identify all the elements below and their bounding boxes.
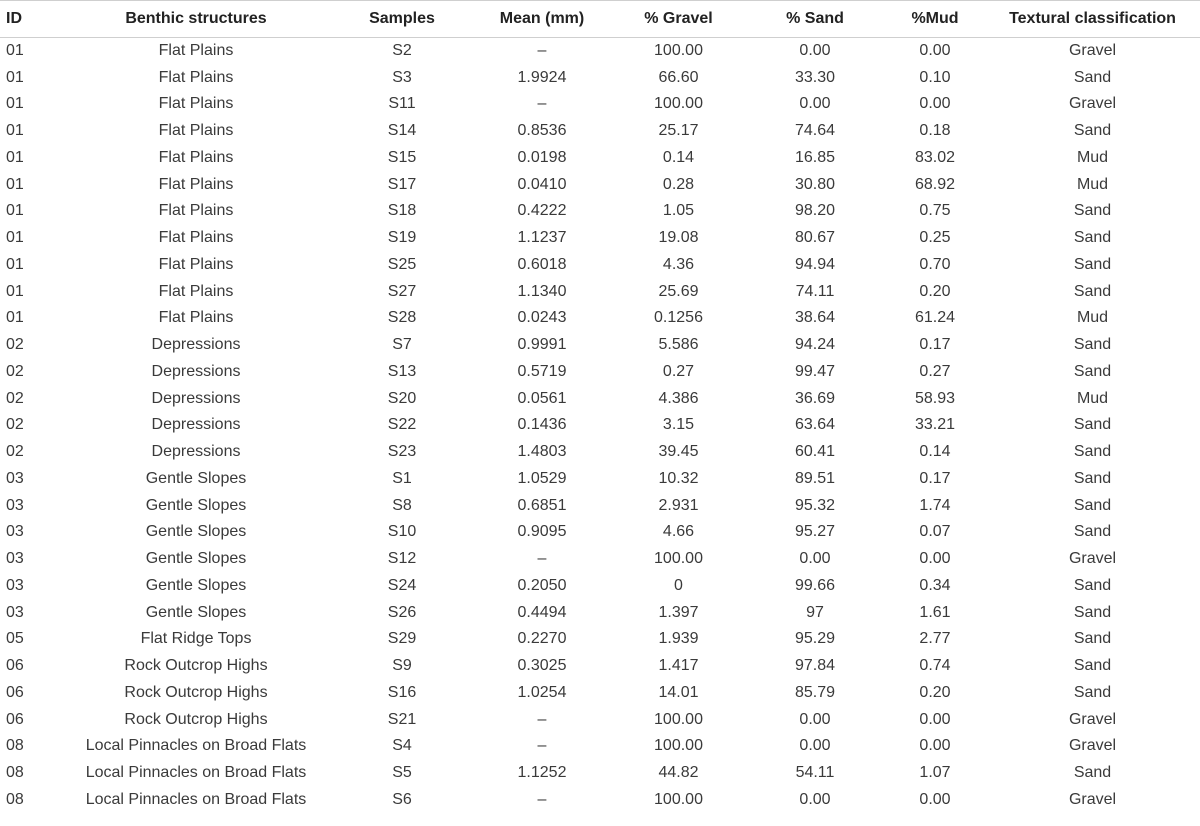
- cell-benthic-structure: Depressions: [151, 443, 241, 461]
- header-id: ID: [0, 1, 60, 38]
- table-row: [0, 252, 1200, 279]
- table-row: [0, 64, 1200, 91]
- cell-textural-classification: Sand: [1073, 443, 1112, 461]
- cell-sand: 74.11: [795, 282, 835, 300]
- cell-id: 06: [6, 657, 24, 675]
- cell-mud: 58.93: [914, 389, 956, 407]
- cell-sample: S3: [392, 68, 412, 86]
- cell-mean: 0.0198: [517, 148, 567, 166]
- cell-mean: 0.0561: [517, 389, 567, 407]
- cell-mean: –: [537, 790, 547, 808]
- cell-sample: S25: [387, 255, 417, 273]
- cell-sample: S16: [387, 683, 417, 701]
- table-header: [0, 1, 1200, 38]
- header-mud: %Mud: [885, 1, 985, 38]
- cell-id: 01: [6, 309, 24, 327]
- cell-sample: S5: [392, 764, 412, 782]
- cell-sample: S7: [392, 336, 412, 354]
- cell-mean: 0.5719: [517, 362, 567, 380]
- cell-sample: S17: [387, 175, 417, 193]
- cell-mean: 0.8536: [517, 122, 567, 140]
- cell-textural-classification: Sand: [1073, 576, 1112, 594]
- cell-sand: 97: [806, 603, 824, 621]
- cell-benthic-structure: Local Pinnacles on Broad Flats: [85, 764, 307, 782]
- cell-benthic-structure: Local Pinnacles on Broad Flats: [85, 737, 307, 755]
- cell-mean: 0.9095: [517, 523, 567, 541]
- cell-benthic-structure: Flat Ridge Tops: [140, 630, 252, 648]
- cell-textural-classification: Sand: [1073, 683, 1112, 701]
- table-row: [0, 653, 1200, 680]
- cell-benthic-structure: Flat Plains: [158, 282, 234, 300]
- cell-sand: 85.79: [794, 683, 836, 701]
- cell-mean: –: [537, 95, 547, 113]
- header-gravel: % Gravel: [612, 1, 745, 38]
- cell-mud: 0.70: [919, 255, 951, 273]
- cell-benthic-structure: Gentle Slopes: [145, 523, 247, 541]
- cell-sand: 0.00: [799, 710, 831, 728]
- cell-gravel: 4.66: [662, 523, 695, 541]
- cell-mud: 0.00: [919, 550, 951, 568]
- cell-sample: S23: [387, 443, 417, 461]
- table-row: [0, 198, 1200, 225]
- cell-sample: S10: [387, 523, 417, 541]
- cell-sample: S27: [387, 282, 417, 300]
- cell-gravel: 4.36: [662, 255, 695, 273]
- cell-mean: 1.1237: [517, 229, 567, 247]
- cell-textural-classification: Sand: [1073, 202, 1112, 220]
- cell-benthic-structure: Depressions: [151, 336, 241, 354]
- cell-mean: 1.0254: [517, 683, 567, 701]
- cell-mean: 0.6851: [517, 496, 567, 514]
- cell-sample: S21: [387, 710, 417, 728]
- table-row: [0, 573, 1200, 600]
- cell-textural-classification: Sand: [1073, 469, 1112, 487]
- cell-gravel: 1.939: [658, 630, 699, 648]
- table-row: [0, 118, 1200, 145]
- table-row: [0, 278, 1200, 305]
- cell-id: 01: [6, 255, 24, 273]
- cell-gravel: 100.00: [654, 737, 703, 755]
- table-row: [0, 519, 1200, 546]
- cell-textural-classification: Mud: [1076, 148, 1109, 166]
- cell-textural-classification: Sand: [1073, 416, 1112, 434]
- cell-sand: 98.20: [794, 202, 836, 220]
- cell-sample: S11: [388, 95, 416, 113]
- cell-mud: 0.00: [919, 95, 951, 113]
- table-row: [0, 91, 1200, 118]
- cell-id: 01: [6, 122, 24, 140]
- cell-sand: 36.69: [794, 389, 836, 407]
- cell-textural-classification: Gravel: [1068, 790, 1117, 808]
- table-row: [0, 760, 1200, 787]
- cell-id: 08: [6, 764, 24, 782]
- table-row: [0, 385, 1200, 412]
- cell-sand: 30.80: [794, 175, 836, 193]
- cell-id: 06: [6, 683, 24, 701]
- cell-mud: 0.75: [919, 202, 951, 220]
- cell-benthic-structure: Flat Plains: [158, 309, 234, 327]
- table-body: [0, 38, 1200, 814]
- cell-gravel: 100.00: [654, 710, 703, 728]
- cell-id: 02: [6, 416, 24, 434]
- cell-mean: 0.3025: [517, 657, 567, 675]
- cell-gravel: 10.32: [658, 469, 699, 487]
- cell-gravel: 0.27: [662, 362, 695, 380]
- table-row: [0, 787, 1200, 814]
- cell-gravel: 19.08: [658, 229, 699, 247]
- cell-benthic-structure: Flat Plains: [158, 95, 234, 113]
- cell-sand: 89.51: [794, 469, 836, 487]
- cell-gravel: 44.82: [658, 764, 699, 782]
- cell-gravel: 100.00: [654, 790, 703, 808]
- cell-textural-classification: Sand: [1073, 603, 1112, 621]
- cell-sand: 99.66: [794, 576, 836, 594]
- cell-gravel: 1.397: [658, 603, 699, 621]
- cell-textural-classification: Sand: [1073, 68, 1112, 86]
- cell-id: 02: [6, 443, 24, 461]
- cell-id: 03: [6, 523, 24, 541]
- table-row: [0, 439, 1200, 466]
- cell-textural-classification: Sand: [1073, 122, 1112, 140]
- cell-gravel: 1.05: [662, 202, 695, 220]
- cell-id: 03: [6, 603, 24, 621]
- cell-textural-classification: Gravel: [1068, 95, 1117, 113]
- table-row: [0, 38, 1200, 65]
- cell-mean: 1.1340: [517, 282, 567, 300]
- cell-id: 01: [6, 148, 24, 166]
- cell-sand: 0.00: [799, 737, 831, 755]
- cell-benthic-structure: Flat Plains: [158, 229, 234, 247]
- cell-id: 06: [6, 710, 24, 728]
- cell-id: 05: [6, 630, 24, 648]
- cell-sample: S12: [387, 550, 417, 568]
- cell-sample: S13: [387, 362, 417, 380]
- table-row: [0, 466, 1200, 493]
- header-textural-classification: Textural classification: [985, 1, 1200, 38]
- cell-mean: 1.1252: [517, 764, 567, 782]
- header-benthic-structures: Benthic structures: [60, 1, 332, 38]
- cell-textural-classification: Mud: [1076, 309, 1109, 327]
- table-row: [0, 599, 1200, 626]
- cell-sand: 38.64: [794, 309, 836, 327]
- cell-id: 01: [6, 42, 24, 60]
- cell-benthic-structure: Local Pinnacles on Broad Flats: [85, 790, 307, 808]
- cell-id: 01: [6, 175, 24, 193]
- cell-mud: 0.10: [919, 68, 951, 86]
- cell-mud: 0.27: [919, 362, 951, 380]
- cell-mean: –: [537, 42, 547, 60]
- cell-sand: 97.84: [794, 657, 836, 675]
- cell-sand: 95.29: [794, 630, 836, 648]
- cell-gravel: 100.00: [654, 550, 703, 568]
- cell-sand: 94.94: [794, 255, 836, 273]
- cell-mud: 0.17: [919, 336, 951, 354]
- cell-sample: S15: [387, 148, 417, 166]
- cell-mean: –: [537, 710, 547, 728]
- cell-gravel: 1.417: [658, 657, 699, 675]
- cell-mud: 0.74: [919, 657, 951, 675]
- cell-mud: 1.07: [919, 764, 951, 782]
- cell-sand: 33.30: [794, 68, 836, 86]
- cell-mean: 0.2270: [517, 630, 567, 648]
- cell-textural-classification: Sand: [1073, 764, 1112, 782]
- cell-mud: 0.20: [919, 282, 951, 300]
- cell-textural-classification: Sand: [1073, 362, 1112, 380]
- table-row: [0, 706, 1200, 733]
- cell-sample: S24: [387, 576, 417, 594]
- cell-id: 03: [6, 496, 24, 514]
- cell-sand: 80.67: [794, 229, 836, 247]
- cell-mean: 0.2050: [517, 576, 567, 594]
- cell-sand: 0.00: [799, 42, 831, 60]
- cell-mean: 1.0529: [517, 469, 567, 487]
- cell-id: 03: [6, 576, 24, 594]
- cell-benthic-structure: Flat Plains: [158, 42, 234, 60]
- cell-textural-classification: Sand: [1073, 282, 1112, 300]
- cell-textural-classification: Gravel: [1068, 737, 1117, 755]
- table-row: [0, 359, 1200, 386]
- cell-mean: 0.9991: [517, 336, 567, 354]
- cell-mud: 2.77: [919, 630, 951, 648]
- cell-gravel: 100.00: [654, 42, 703, 60]
- cell-benthic-structure: Flat Plains: [158, 148, 234, 166]
- cell-textural-classification: Mud: [1076, 389, 1109, 407]
- cell-gravel: 0.1256: [654, 309, 703, 327]
- cell-mud: 68.92: [914, 175, 956, 193]
- cell-benthic-structure: Gentle Slopes: [145, 576, 247, 594]
- cell-gravel: 39.45: [658, 443, 699, 461]
- cell-mud: 0.20: [919, 683, 951, 701]
- cell-gravel: 2.931: [658, 496, 699, 514]
- cell-sand: 99.47: [794, 362, 836, 380]
- table-row: [0, 626, 1200, 653]
- cell-gravel: 0.28: [662, 175, 695, 193]
- header-mean: Mean (mm): [472, 1, 612, 38]
- cell-mean: 1.4803: [517, 443, 567, 461]
- cell-mud: 83.02: [914, 148, 956, 166]
- cell-gravel: 66.60: [658, 68, 699, 86]
- header-row: [0, 1, 1200, 38]
- cell-id: 03: [6, 469, 24, 487]
- cell-sand: 74.64: [794, 122, 836, 140]
- cell-textural-classification: Sand: [1073, 657, 1112, 675]
- cell-benthic-structure: Flat Plains: [158, 68, 234, 86]
- cell-sand: 0.00: [799, 550, 831, 568]
- cell-mud: 33.21: [914, 416, 956, 434]
- cell-benthic-structure: Gentle Slopes: [145, 603, 247, 621]
- cell-sand: 95.27: [794, 523, 836, 541]
- table-row: [0, 171, 1200, 198]
- table-row: [0, 145, 1200, 172]
- cell-gravel: 5.586: [658, 336, 699, 354]
- table-row: [0, 305, 1200, 332]
- cell-mean: 0.4222: [517, 202, 567, 220]
- cell-textural-classification: Gravel: [1068, 42, 1117, 60]
- cell-sample: S2: [392, 42, 412, 60]
- cell-id: 08: [6, 790, 24, 808]
- cell-benthic-structure: Flat Plains: [158, 175, 234, 193]
- cell-sand: 60.41: [794, 443, 836, 461]
- table-row: [0, 492, 1200, 519]
- cell-benthic-structure: Flat Plains: [158, 202, 234, 220]
- cell-sample: S22: [387, 416, 417, 434]
- cell-benthic-structure: Flat Plains: [158, 255, 234, 273]
- cell-sand: 0.00: [799, 790, 831, 808]
- cell-mean: –: [537, 550, 547, 568]
- cell-id: 01: [6, 68, 24, 86]
- cell-textural-classification: Gravel: [1068, 550, 1117, 568]
- cell-sample: S4: [392, 737, 412, 755]
- cell-gravel: 100.00: [654, 95, 703, 113]
- cell-textural-classification: Sand: [1073, 255, 1112, 273]
- cell-benthic-structure: Rock Outcrop Highs: [124, 657, 268, 675]
- cell-textural-classification: Sand: [1073, 336, 1112, 354]
- cell-sample: S29: [387, 630, 417, 648]
- cell-mud: 1.74: [919, 496, 951, 514]
- cell-mud: 0.18: [919, 122, 951, 140]
- cell-textural-classification: Sand: [1073, 630, 1112, 648]
- cell-sand: 0.00: [799, 95, 831, 113]
- cell-mud: 0.14: [919, 443, 951, 461]
- cell-mud: 0.25: [919, 229, 951, 247]
- cell-benthic-structure: Depressions: [151, 416, 241, 434]
- cell-sample: S8: [392, 496, 412, 514]
- cell-mean: 0.1436: [517, 416, 567, 434]
- cell-sample: S1: [392, 469, 412, 487]
- cell-id: 02: [6, 362, 24, 380]
- cell-mean: 0.0243: [517, 309, 567, 327]
- cell-sand: 63.64: [794, 416, 836, 434]
- cell-id: 01: [6, 229, 24, 247]
- cell-gravel: 14.01: [658, 683, 699, 701]
- table-row: [0, 680, 1200, 707]
- cell-textural-classification: Sand: [1073, 496, 1112, 514]
- cell-mud: 1.61: [919, 603, 951, 621]
- cell-sample: S6: [392, 790, 412, 808]
- cell-mean: 0.6018: [517, 255, 567, 273]
- cell-sample: S26: [387, 603, 417, 621]
- cell-id: 03: [6, 550, 24, 568]
- cell-sample: S18: [387, 202, 417, 220]
- cell-sample: S20: [387, 389, 417, 407]
- cell-gravel: 0.14: [662, 148, 695, 166]
- cell-mud: 0.00: [919, 42, 951, 60]
- cell-benthic-structure: Depressions: [151, 389, 241, 407]
- cell-mud: 0.00: [919, 790, 951, 808]
- cell-mud: 0.17: [919, 469, 951, 487]
- cell-gravel: 3.15: [662, 416, 695, 434]
- cell-benthic-structure: Rock Outcrop Highs: [124, 683, 268, 701]
- cell-textural-classification: Mud: [1076, 175, 1109, 193]
- cell-benthic-structure: Gentle Slopes: [145, 550, 247, 568]
- cell-mean: 1.9924: [517, 68, 567, 86]
- cell-mean: 0.0410: [517, 175, 567, 193]
- cell-benthic-structure: Rock Outcrop Highs: [124, 710, 268, 728]
- table-row: [0, 412, 1200, 439]
- cell-sample: S19: [387, 229, 417, 247]
- cell-gravel: 25.17: [658, 122, 699, 140]
- cell-mean: 0.4494: [517, 603, 567, 621]
- cell-mud: 0.07: [919, 523, 951, 541]
- cell-id: 02: [6, 389, 24, 407]
- cell-gravel: 0: [674, 576, 683, 594]
- table-row: [0, 733, 1200, 760]
- cell-id: 01: [6, 282, 24, 300]
- cell-textural-classification: Gravel: [1068, 710, 1117, 728]
- cell-sample: S28: [387, 309, 417, 327]
- cell-id: 01: [6, 95, 24, 113]
- table-row: [0, 225, 1200, 252]
- cell-benthic-structure: Gentle Slopes: [145, 496, 247, 514]
- cell-mud: 0.34: [919, 576, 951, 594]
- table-row: [0, 546, 1200, 573]
- cell-mud: 0.00: [919, 737, 951, 755]
- cell-benthic-structure: Depressions: [151, 362, 241, 380]
- cell-textural-classification: Sand: [1073, 523, 1112, 541]
- table-row: [0, 332, 1200, 359]
- header-samples: Samples: [332, 1, 472, 38]
- cell-sand: 54.11: [795, 764, 835, 782]
- cell-mean: –: [537, 737, 547, 755]
- cell-gravel: 25.69: [658, 282, 699, 300]
- cell-id: 08: [6, 737, 24, 755]
- cell-benthic-structure: Gentle Slopes: [145, 469, 247, 487]
- cell-sand: 16.85: [794, 148, 836, 166]
- cell-sand: 94.24: [794, 336, 836, 354]
- cell-id: 01: [6, 202, 24, 220]
- cell-id: 02: [6, 336, 24, 354]
- cell-sample: S14: [387, 122, 417, 140]
- cell-gravel: 4.386: [658, 389, 699, 407]
- header-sand: % Sand: [745, 1, 885, 38]
- cell-benthic-structure: Flat Plains: [158, 122, 234, 140]
- cell-mud: 0.00: [919, 710, 951, 728]
- cell-sand: 95.32: [794, 496, 836, 514]
- cell-sample: S9: [392, 657, 412, 675]
- cell-textural-classification: Sand: [1073, 229, 1112, 247]
- cell-mud: 61.24: [914, 309, 956, 327]
